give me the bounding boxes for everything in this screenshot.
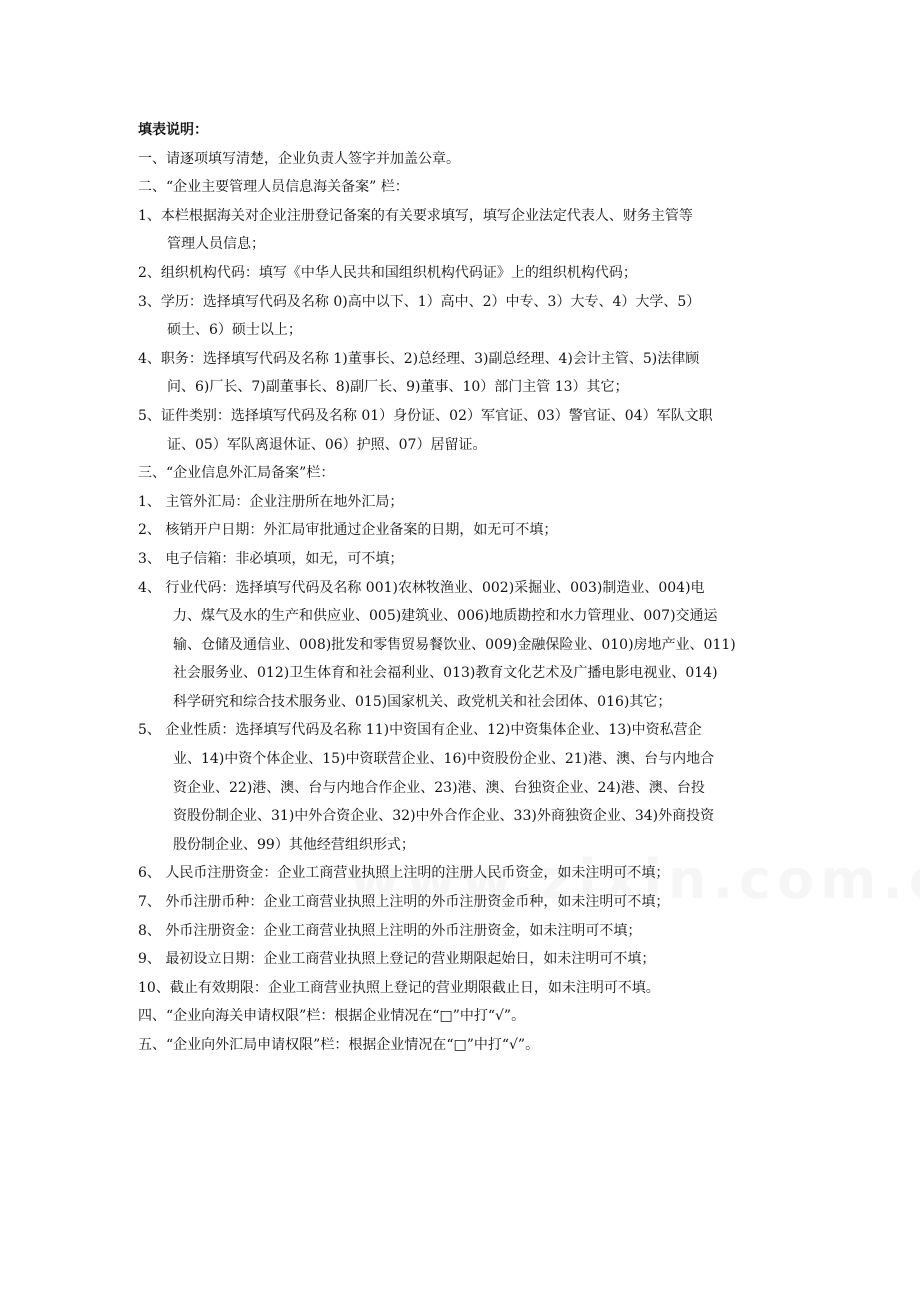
instruction-line: 业、14)中资个体企业、15)中资联营企业、16)中资股份企业、21)港、澳、台与内地合: [173, 751, 715, 768]
instruction-lines: [138, 145, 798, 1060]
instructions-document: [138, 116, 798, 1060]
instruction-line: 科学研究和综合技术服务业、015)国家机关、政党机关和社会团体、016)其它；: [173, 693, 672, 710]
instruction-line: 1、 主管外汇局：企业注册所在地外汇局；: [138, 493, 404, 510]
instruction-line: 3、学历：选择填写代码及名称 0)高中以下、1）高中、2）中专、3）大专、4）大学、5）: [138, 293, 701, 310]
instruction-line: 8、 外币注册资金：企业工商营业执照上注明的外币注册资金，如未注明可不填；: [138, 922, 642, 939]
document-heading: 填表说明：: [138, 122, 208, 138]
instruction-line: 输、仓储及通信业、008)批发和零售贸易餐饮业、009)金融保险业、010)房地产业、011): [173, 636, 736, 653]
instruction-line: 6、 人民币注册资金：企业工商营业执照上注明的注册人民币资金，如未注明可不填；: [138, 865, 670, 882]
instruction-line: 管理人员信息；: [167, 236, 265, 253]
instruction-line: 五、“企业向外汇局申请权限”栏：根据企业情况在“□”中打“√”。: [138, 1037, 540, 1053]
instruction-line: 3、 电子信箱：非必填项，如无，可不填；: [138, 550, 404, 567]
instruction-line: 三、“企业信息外汇局备案”栏：: [138, 465, 335, 482]
instruction-line: 资股份制企业、31)中外合资企业、32)中外合作企业、33)外商独资企业、34)外商投资: [173, 808, 715, 825]
instruction-line: 一、请逐项填写清楚，企业负责人签字并加盖公章。: [138, 150, 460, 167]
instruction-line: 9、 最初设立日期：企业工商营业执照上登记的营业期限起始日，如未注明可不填；: [138, 951, 656, 968]
instruction-line: 社会服务业、012)卫生体育和社会福利业、013)教育文化艺术及广播电影电视业、014): [173, 665, 718, 682]
instruction-line: 问、6)厂长、7)副董事长、8)副厂长、9)董事、10）部门主管 13）其它；: [167, 379, 629, 396]
instruction-line: 股份制企业、99）其他经营组织形式；: [173, 836, 415, 853]
instruction-line: 证、05）军队离退休证、06）护照、07）居留证。: [167, 436, 487, 453]
instruction-line: 四、“企业向海关申请权限”栏：根据企业情况在“□”中打“√”。: [138, 1008, 526, 1025]
instruction-line: 硕士、6）硕士以上；: [167, 322, 302, 339]
instruction-line: 二、“企业主要管理人员信息海关备案” 栏：: [138, 179, 409, 196]
instruction-line: 2、组织机构代码：填写《中华人民共和国组织机构代码证》上的组织机构代码；: [138, 264, 637, 281]
instruction-line: 4、职务：选择填写代码及名称 1)董事长、2)总经理、3)副总经理、4)会计主管、5)法律顾: [138, 350, 700, 367]
instruction-line: 10、截止有效期限：企业工商营业执照上登记的营业期限截止日，如未注明可不填。: [138, 979, 660, 996]
instruction-line: 2、 核销开户日期：外汇局审批通过企业备案的日期，如无可不填；: [138, 522, 558, 539]
instruction-line: 7、 外币注册币种：企业工商营业执照上注明的外币注册资金币种，如未注明可不填；: [138, 894, 670, 911]
instruction-line: 5、 企业性质：选择填写代码及名称 11)中资国有企业、12)中资集体企业、13)中资私营企: [138, 722, 702, 739]
instruction-line: 4、 行业代码：选择填写代码及名称 001)农林牧渔业、002)采掘业、003)制造业、004)电: [138, 579, 705, 596]
instruction-line: 5、证件类别：选择填写代码及名称 01）身份证、02）军官证、03）警官证、04）军队文职: [138, 407, 713, 424]
instruction-line: 1、本栏根据海关对企业注册登记备案的有关要求填写，填写企业法定代表人、财务主管等: [138, 207, 693, 224]
instruction-line: 资企业、22)港、澳、台与内地合作企业、23)港、澳、台独资企业、24)港、澳、台投: [173, 779, 705, 796]
instruction-line: 力、煤气及水的生产和供应业、005)建筑业、006)地质勘控和水力管理业、007)交通运: [173, 608, 718, 625]
watermark: [350, 848, 920, 911]
